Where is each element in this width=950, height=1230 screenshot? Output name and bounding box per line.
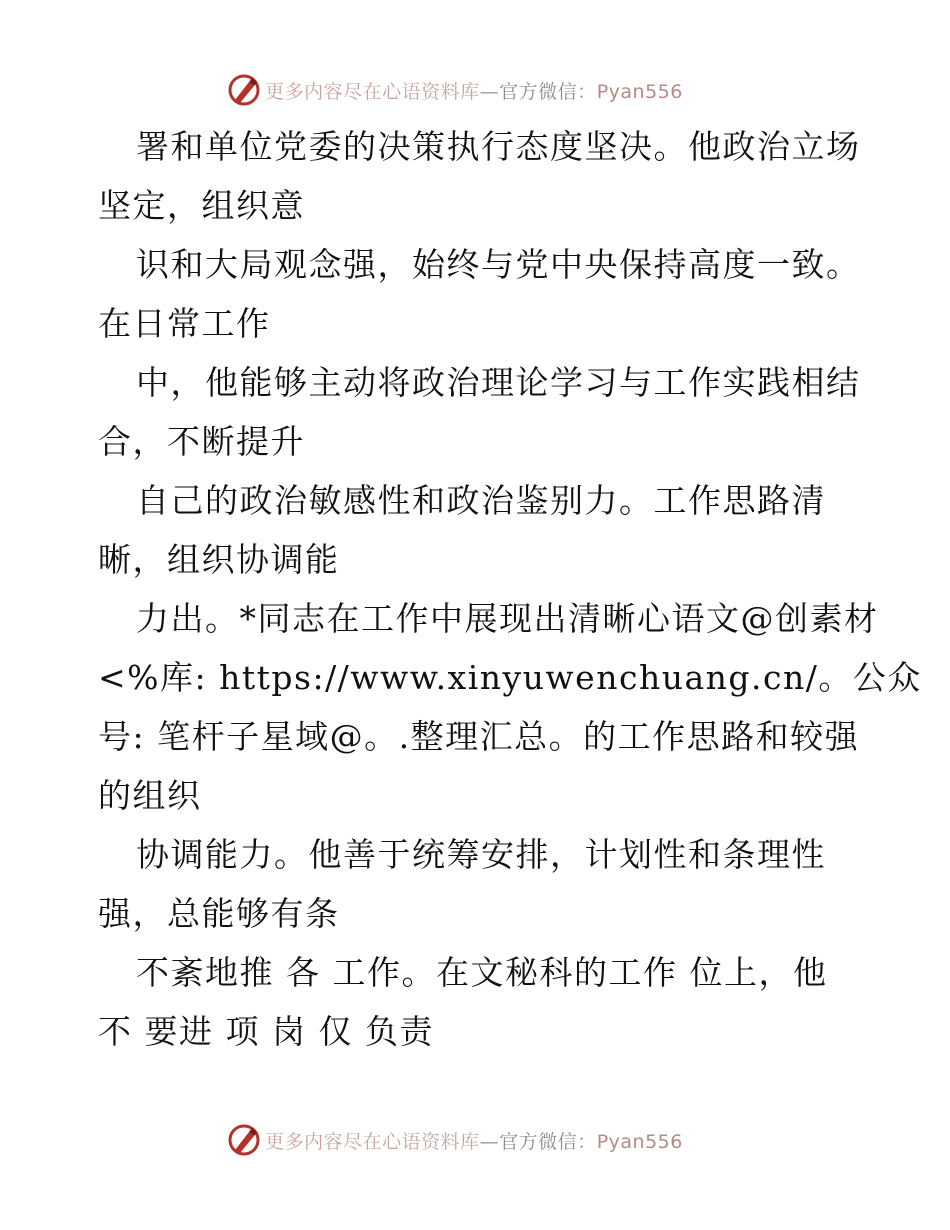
body-line: 晰，组织协调能 [98, 540, 340, 579]
body-line: 识和大局观念强，始终与党中央保持高度一致。 [136, 245, 861, 284]
body-line: 号: 笔杆子星域@。.整理汇总。的工作思路和较强 [98, 717, 860, 756]
body-line: <%库: https://www.xinyuwenchuang.cn/。公众 [98, 658, 922, 697]
body-line: 坚定，组织意 [98, 186, 305, 225]
footer-banner-separator: — [479, 1130, 500, 1153]
footer-banner-id: Pyan556 [596, 1130, 683, 1153]
body-line: 在日常工作 [98, 304, 271, 343]
document-body [98, 117, 922, 1061]
body-line: 力出。*同志在工作中展现出清晰心语文@创素材 [136, 599, 879, 638]
header-banner-separator: — [479, 80, 500, 103]
footer-banner-label: 官方微信： [499, 1130, 597, 1153]
logo-icon [227, 73, 261, 107]
body-line: 不 要进 项 岗 仅 负责 [98, 1012, 434, 1051]
body-line: 的组织 [98, 776, 202, 815]
header-banner-text [265, 77, 683, 104]
logo-icon [227, 1123, 261, 1157]
footer-banner-text [265, 1127, 683, 1154]
header-banner-id: Pyan556 [596, 80, 683, 103]
header-banner [0, 72, 950, 108]
body-line: 中，他能够主动将政治理论学习与工作实践相结 [136, 363, 861, 402]
body-line: 合，不断提升 [98, 422, 305, 461]
header-banner-main: 更多内容尽在心语资料库 [265, 80, 480, 103]
header-banner-label: 官方微信： [499, 80, 597, 103]
body-line: 署和单位党委的决策执行态度坚决。他政治立场 [136, 127, 861, 166]
body-line: 不紊地推 各 工作。在文秘科的工作 位上，他 [136, 953, 828, 992]
body-line: 自己的政治敏感性和政治鉴别力。工作思路清 [136, 481, 826, 520]
footer-banner [0, 1122, 950, 1158]
body-line: 协调能力。他善于统筹安排，计划性和条理性 [136, 835, 826, 874]
footer-banner-main: 更多内容尽在心语资料库 [265, 1130, 480, 1153]
body-line: 强，总能够有条 [98, 894, 340, 933]
